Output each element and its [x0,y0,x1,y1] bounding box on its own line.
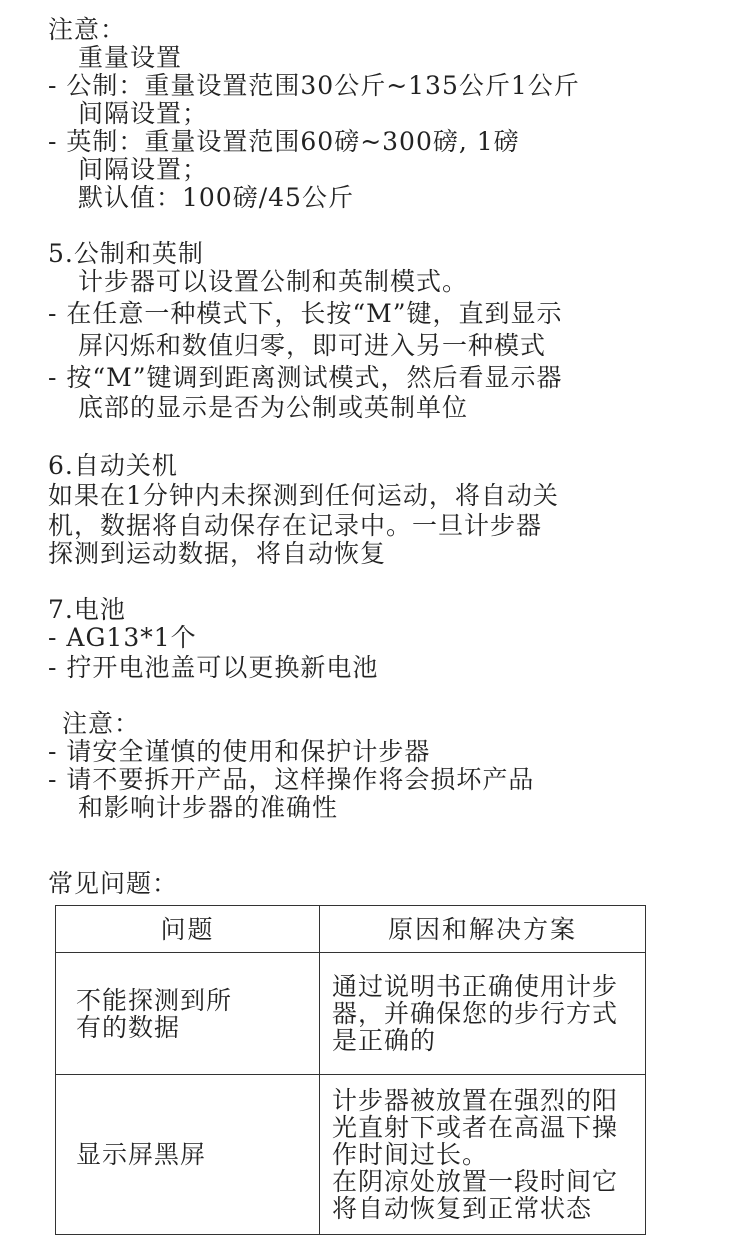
caution-line: 和影响计步器的准确性 [78,793,339,822]
section-5-line: 底部的显示是否为公制或英制单位 [78,393,469,422]
faq-problem-cell: 显示屏黑屏 [56,1075,320,1235]
faq-header-solution: 原因和解决方案 [320,906,646,953]
section-5-line: 计步器可以设置公制和英制模式。 [78,267,469,296]
faq-table [55,905,646,1235]
battery-replace-line: - 拧开电池盖可以更换新电池 [48,653,379,682]
faq-solution-cell: 计步器被放置在强烈的阳 光直射下或者在高温下操 作时间过长。 在阴凉处放置一段时间它 将自动恢复到正常状态 [320,1075,646,1235]
section-5-line: 屏闪烁和数值归零，即可进入另一种模式 [78,331,547,360]
faq-title: 常见问题： [48,869,179,898]
battery-type-line: - AG13*1个 [48,623,197,652]
section-5-line: - 在任意一种模式下，长按“M”键，直到显示 [48,299,563,328]
faq-solution-cell: 通过说明书正确使用计步 器，并确保您的步行方式 是正确的 [320,953,646,1075]
section-6-line: 机，数据将自动保存在记录中。一旦计步器 [48,511,543,540]
caution-line: - 请不要拆开产品，这样操作将会损坏产品 [48,765,535,794]
weight-settings-title: 重量设置 [78,43,183,72]
weight-default-line: 默认值：100磅/45公斤 [78,183,354,212]
section-6-title: 6.自动关机 [48,451,178,480]
weight-note-label: 注意： [48,15,127,44]
caution-line: - 请安全谨慎的使用和保护计步器 [48,737,431,766]
metric-weight-line: - 公制：重量设置范围30公斤~135公斤1公斤 [48,71,580,100]
metric-weight-line-cont: 间隔设置； [78,99,209,128]
section-6-line: 探测到运动数据，将自动恢复 [48,539,387,568]
table-row [56,1075,646,1235]
table-row [56,953,646,1075]
section-5-line: - 按“M”键调到距离测试模式，然后看显示器 [48,363,563,392]
imperial-weight-line: - 英制：重量设置范围60磅~300磅, 1磅 [48,127,520,156]
faq-header-row [56,906,646,953]
imperial-weight-line-cont: 间隔设置； [78,155,209,184]
faq-header-problem: 问题 [56,906,320,953]
section-6-line: 如果在1分钟内未探测到任何运动，将自动关 [48,481,559,510]
section-5-title: 5.公制和英制 [48,239,204,268]
faq-problem-cell: 不能探测到所 有的数据 [56,953,320,1075]
section-7-title: 7.电池 [48,595,126,624]
caution-title: 注意： [62,709,141,738]
